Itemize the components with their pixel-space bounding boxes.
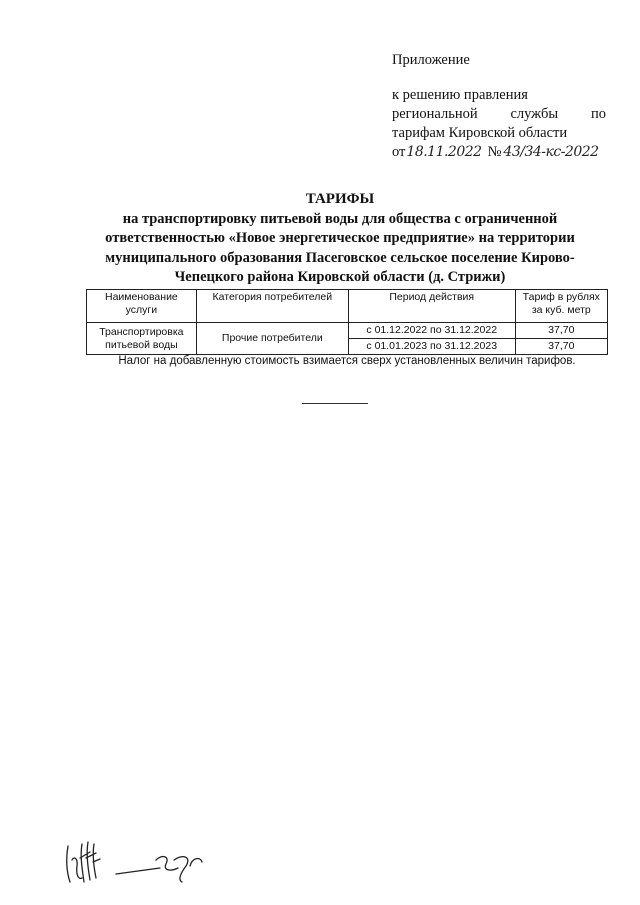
cell-category: Прочие потребители xyxy=(196,323,348,355)
title-line-3: муниципального образования Пасеговское сельское поселение Кирово- xyxy=(105,249,575,266)
handwritten-date: 18.11.2022 xyxy=(406,144,482,160)
document-title xyxy=(60,190,620,288)
title-line-1: на транспортировку питьевой воды для общества с ограниченной xyxy=(122,210,558,227)
number-sign: № xyxy=(487,144,502,160)
cell-period: с 01.12.2022 по 31.12.2022 xyxy=(348,323,515,339)
cell-tariff: 37,70 xyxy=(515,323,607,339)
handwritten-number: 43/34-кс-2022 xyxy=(503,144,599,160)
decision-line-3: тарифам Кировской области xyxy=(392,125,568,141)
title-line-4: Чепецкого района Кировской области (д. Стрижи) xyxy=(174,269,506,285)
decision-date-line xyxy=(392,143,606,162)
vat-note: Налог на добавленную стоимость взимается сверх установленных величин тарифов. xyxy=(118,355,576,367)
tariff-table xyxy=(86,289,608,355)
title-line-2: ответственностью «Новое энергетическое предприятие» на территории xyxy=(105,230,575,246)
header-category: Категория потребителей xyxy=(196,290,348,323)
decision-reference xyxy=(392,86,606,162)
decision-line-2 xyxy=(392,105,606,124)
decision-word-3: по xyxy=(590,106,606,122)
cell-period: с 01.01.2023 по 31.12.2023 xyxy=(348,339,515,355)
handwritten-signatures xyxy=(60,838,220,888)
table-header-row xyxy=(87,290,608,323)
appendix-label: Приложение xyxy=(392,52,470,68)
signature-initials xyxy=(67,842,100,882)
cell-service: Транспортировка питьевой воды xyxy=(87,323,197,355)
signature-mark xyxy=(116,857,202,882)
table-row xyxy=(87,323,608,339)
date-prefix: от xyxy=(392,144,406,160)
title-heading: ТАРИФЫ xyxy=(305,191,375,207)
cell-tariff: 37,70 xyxy=(515,339,607,355)
header-service: Наименование услуги xyxy=(87,290,197,323)
decision-word-1: региональной xyxy=(392,106,478,122)
decision-word-2: службы xyxy=(510,106,559,122)
header-tariff: Тариф в рублях за куб. метр xyxy=(515,290,607,323)
decision-line-1: к решению правления xyxy=(392,87,528,103)
header-period: Период действия xyxy=(348,290,515,323)
separator-line xyxy=(302,403,368,404)
